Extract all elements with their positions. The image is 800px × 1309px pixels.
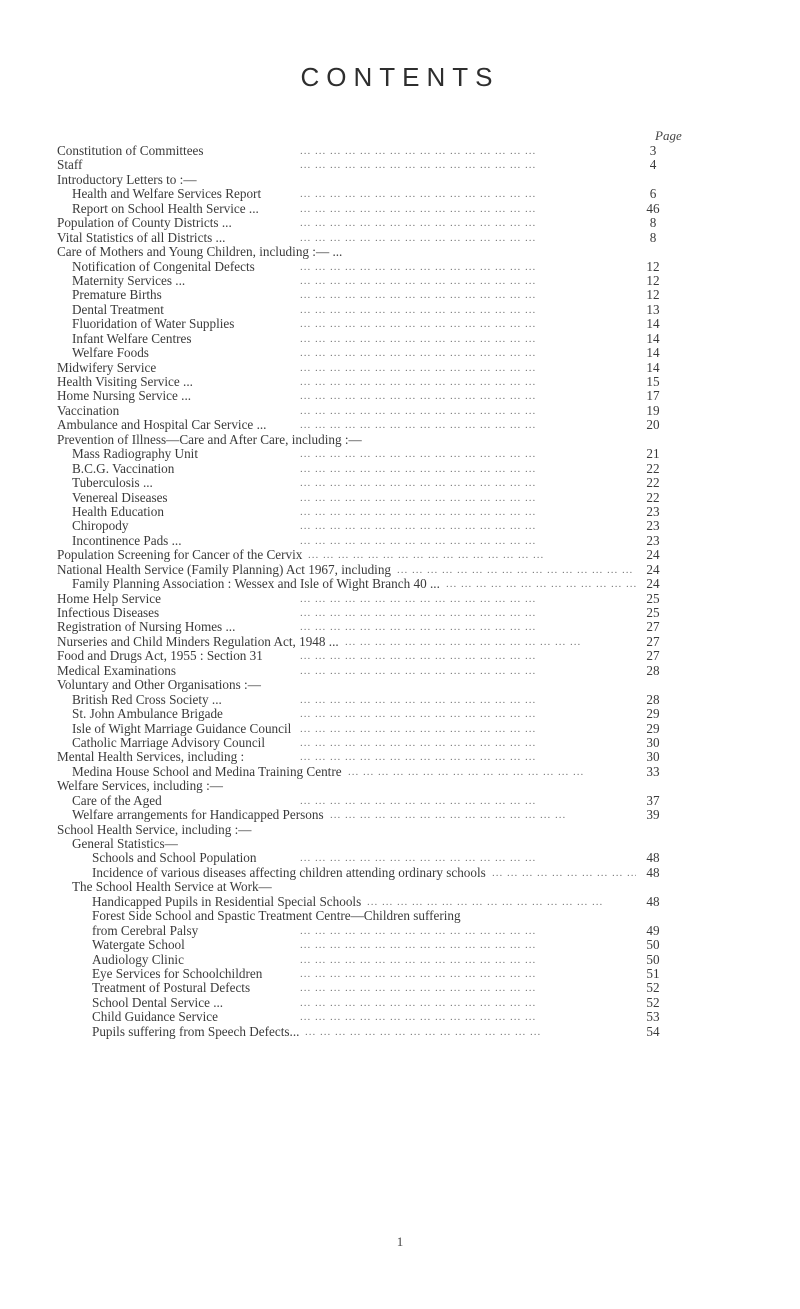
entry-page-number: 23 <box>646 518 660 534</box>
entry-page-number: 4 <box>649 157 657 173</box>
entry-page-number: 27 <box>646 633 660 649</box>
dot-leader <box>300 361 636 375</box>
dot-leader <box>300 707 636 721</box>
entry-label: Audiology Clinic <box>92 951 184 967</box>
entry-label: Tuberculosis ... <box>72 475 153 491</box>
contents-entry <box>0 389 800 403</box>
contents-entry <box>0 534 800 548</box>
dot-leader <box>300 216 636 230</box>
entry-label: Voluntary and Other Organisations :— <box>57 677 261 693</box>
dot-leader <box>300 144 636 158</box>
entry-label: Welfare arrangements for Handicapped Persons <box>72 807 324 823</box>
dot-leader <box>300 606 636 620</box>
entry-label: Child Guidance Service <box>92 1009 218 1025</box>
dot-leader <box>300 332 636 346</box>
dot-leader <box>300 491 636 505</box>
contents-entry <box>0 346 800 360</box>
contents-list <box>0 144 800 1039</box>
entry-label: Isle of Wight Marriage Guidance Council <box>72 720 292 736</box>
contents-entry <box>0 202 800 216</box>
dot-leader <box>300 519 636 533</box>
entry-label: St. John Ambulance Brigade <box>72 706 223 722</box>
entry-page-number: 17 <box>646 388 660 404</box>
contents-entry <box>0 823 800 837</box>
entry-label: Treatment of Postural Defects <box>92 980 251 996</box>
entry-label: Catholic Marriage Advisory Council <box>72 734 266 750</box>
contents-entry <box>0 404 800 418</box>
entry-page-number: 25 <box>646 590 660 606</box>
entry-page-number: 33 <box>646 763 660 779</box>
contents-entry <box>0 722 800 736</box>
dot-leader <box>300 649 636 663</box>
entry-page-number: 20 <box>646 417 660 433</box>
entry-page-number: 14 <box>646 359 660 375</box>
entry-label: Dental Treatment <box>72 301 164 317</box>
dot-leader <box>300 967 636 981</box>
entry-label: Ambulance and Hospital Car Service ... <box>57 417 267 433</box>
entry-page-number: 54 <box>646 1023 660 1039</box>
dot-leader <box>300 476 636 490</box>
contents-entry <box>0 303 800 317</box>
dot-leader <box>397 563 636 577</box>
entry-page-number: 50 <box>646 937 660 953</box>
dot-leader <box>300 592 636 606</box>
dot-leader <box>308 548 636 562</box>
entry-page-number: 23 <box>646 532 660 548</box>
contents-entry <box>0 548 800 562</box>
contents-entry <box>0 851 800 865</box>
dot-leader <box>300 231 636 245</box>
dot-leader <box>300 953 636 967</box>
entry-page-number: 37 <box>646 792 660 808</box>
entry-label: from Cerebral Palsy <box>92 922 199 938</box>
entry-page-number: 48 <box>646 864 660 880</box>
dot-leader <box>300 404 636 418</box>
entry-label: Food and Drugs Act, 1955 : Section 31 <box>57 648 263 664</box>
contents-entry <box>0 750 800 764</box>
entry-page-number: 8 <box>649 215 657 231</box>
entry-label: Welfare Foods <box>72 345 149 361</box>
entry-page-number: 12 <box>646 287 660 303</box>
dot-leader <box>367 895 636 909</box>
entry-page-number: 46 <box>646 200 660 216</box>
entry-label: Staff <box>57 157 83 173</box>
entry-page-number: 14 <box>646 345 660 361</box>
entry-page-number: 24 <box>646 576 660 592</box>
entry-page-number: 50 <box>646 951 660 967</box>
dot-leader <box>300 664 636 678</box>
dot-leader <box>300 375 636 389</box>
contents-entry <box>0 779 800 793</box>
dot-leader <box>300 981 636 995</box>
entry-page-number: 12 <box>646 272 660 288</box>
entry-page-number: 24 <box>646 547 660 563</box>
contents-entry <box>0 491 800 505</box>
contents-entry <box>0 909 800 923</box>
entry-page-number: 6 <box>649 186 657 202</box>
dot-leader <box>300 924 636 938</box>
entry-label: Medina House School and Medina Training Centre <box>72 763 342 779</box>
contents-entry <box>0 678 800 692</box>
entry-page-number: 30 <box>646 734 660 750</box>
entry-page-number: 14 <box>646 316 660 332</box>
contents-entry <box>0 837 800 851</box>
contents-entry <box>0 462 800 476</box>
footer-page-number: 1 <box>396 1234 404 1249</box>
dot-leader <box>305 1025 636 1039</box>
entry-label: School Health Service, including :— <box>57 821 252 837</box>
contents-entry <box>0 895 800 909</box>
entry-page-number: 29 <box>646 720 660 736</box>
contents-entry <box>0 274 800 288</box>
contents-entry <box>0 996 800 1010</box>
dot-leader <box>300 187 636 201</box>
entry-label: Introductory Letters to :— <box>57 171 197 187</box>
contents-entry <box>0 967 800 981</box>
dot-leader <box>492 866 636 880</box>
contents-entry <box>0 476 800 490</box>
contents-entry <box>0 317 800 331</box>
dot-leader <box>300 851 636 865</box>
entry-page-number: 24 <box>646 561 660 577</box>
entry-page-number: 28 <box>646 691 660 707</box>
entry-page-number: 8 <box>649 229 657 245</box>
contents-entry <box>0 245 800 259</box>
contents-entry <box>0 173 800 187</box>
entry-label: Chiropody <box>72 518 129 534</box>
dot-leader <box>300 938 636 952</box>
entry-label: Care of the Aged <box>72 792 162 808</box>
entry-label: Premature Births <box>72 287 162 303</box>
entry-page-number: 27 <box>646 619 660 635</box>
contents-entry <box>0 707 800 721</box>
dot-leader <box>300 274 636 288</box>
entry-label: Welfare Services, including :— <box>57 778 223 794</box>
contents-entry <box>0 693 800 707</box>
contents-entry <box>0 577 800 591</box>
entry-page-number: 15 <box>646 374 660 389</box>
dot-leader <box>300 505 636 519</box>
entry-page-number: 3 <box>649 143 657 158</box>
entry-label: Midwifery Service <box>57 359 157 375</box>
entry-page-number: 25 <box>646 605 660 620</box>
dot-leader <box>348 765 636 779</box>
entry-label: Pupils suffering from Speech Defects... <box>92 1023 300 1039</box>
entry-page-number: 19 <box>646 402 660 418</box>
entry-label: Handicapped Pupils in Residential Special Schools <box>92 893 362 909</box>
entry-page-number: 52 <box>646 980 660 996</box>
entry-label: Maternity Services ... <box>72 272 186 288</box>
dot-leader <box>300 202 636 216</box>
entry-page-number: 39 <box>646 807 660 823</box>
dot-leader <box>300 1010 636 1024</box>
entry-page-number: 29 <box>646 706 660 722</box>
contents-entry <box>0 447 800 461</box>
dot-leader <box>300 750 636 764</box>
dot-leader <box>300 620 636 634</box>
dot-leader <box>300 303 636 317</box>
contents-entry <box>0 519 800 533</box>
dot-leader <box>330 808 636 822</box>
contents-entry <box>0 433 800 447</box>
contents-entry <box>0 794 800 808</box>
entry-label: Forest Side School and Spastic Treatment Centre—Children suffering <box>92 908 461 924</box>
entry-page-number: 49 <box>646 922 660 938</box>
entry-label: Notification of Congenital Defects <box>72 258 255 274</box>
entry-page-number: 53 <box>646 1009 660 1025</box>
dot-leader <box>300 462 636 476</box>
contents-entry <box>0 649 800 663</box>
entry-label: General Statistics— <box>72 836 178 851</box>
contents-entry <box>0 938 800 952</box>
entry-label: Venereal Diseases <box>72 489 168 505</box>
entry-page-number: 12 <box>646 258 660 274</box>
entry-label: Incidence of various diseases affecting children attending ordinary schools <box>92 864 486 880</box>
entry-label: Medical Examinations <box>57 662 177 678</box>
entry-label: Prevention of Illness—Care and After Care, including :— <box>57 431 362 447</box>
entry-page-number: 14 <box>646 330 660 346</box>
contents-entry <box>0 144 800 158</box>
contents-entry <box>0 880 800 894</box>
contents-entry <box>0 158 800 172</box>
entry-label: Infectious Diseases <box>57 605 160 620</box>
entry-label: Population of County Districts ... <box>57 215 232 231</box>
entry-label: Schools and School Population <box>92 850 257 866</box>
entry-label: Mental Health Services, including : <box>57 749 245 765</box>
entry-page-number: 52 <box>646 994 660 1010</box>
entry-label: Report on School Health Service ... <box>72 200 259 216</box>
dot-leader <box>300 317 636 331</box>
contents-entry <box>0 1025 800 1039</box>
dot-leader <box>446 577 636 591</box>
contents-entry <box>0 765 800 779</box>
entry-label: Constitution of Committees <box>57 143 204 158</box>
entry-page-number: 28 <box>646 662 660 678</box>
entry-label: Fluoridation of Water Supplies <box>72 316 235 332</box>
entry-page-number: 27 <box>646 648 660 664</box>
contents-entry <box>0 231 800 245</box>
page-column-heading: Page <box>655 128 682 143</box>
contents-entry <box>0 981 800 995</box>
entry-page-number: 23 <box>646 503 660 519</box>
entry-label: Population Screening for Cancer of the Cervix <box>57 547 303 563</box>
entry-label: B.C.G. Vaccination <box>72 460 175 476</box>
entry-page-number: 22 <box>646 460 660 476</box>
contents-entry <box>0 592 800 606</box>
contents-entry <box>0 505 800 519</box>
entry-label: School Dental Service ... <box>92 994 224 1010</box>
entry-label: Eye Services for Schoolchildren <box>92 965 263 981</box>
entry-page-number: 48 <box>646 893 660 909</box>
entry-page-number: 21 <box>646 446 660 462</box>
entry-label: Registration of Nursing Homes ... <box>57 619 236 635</box>
entry-label: Health and Welfare Services Report <box>72 186 262 202</box>
dot-leader <box>300 389 636 403</box>
dot-leader <box>345 635 636 649</box>
contents-entry <box>0 260 800 274</box>
contents-entry <box>0 563 800 577</box>
contents-entry <box>0 953 800 967</box>
entry-label: The School Health Service at Work— <box>72 879 272 895</box>
dot-leader <box>300 534 636 548</box>
entry-label: Family Planning Association : Wessex and Isle of Wight Branch 40 ... <box>72 576 440 592</box>
entry-page-number: 22 <box>646 475 660 491</box>
entry-page-number: 48 <box>646 850 660 866</box>
entry-label: Vital Statistics of all Districts ... <box>57 229 226 245</box>
contents-entry <box>0 808 800 822</box>
dot-leader <box>300 996 636 1010</box>
entry-page-number: 13 <box>646 301 660 317</box>
contents-entry <box>0 288 800 302</box>
entry-label: National Health Service (Family Planning) Act 1967, including <box>57 561 392 577</box>
entry-label: Nurseries and Child Minders Regulation Act, 1948 ... <box>57 633 339 649</box>
contents-entry <box>0 216 800 230</box>
entry-label: Health Visiting Service ... <box>57 374 193 389</box>
dot-leader <box>300 346 636 360</box>
entry-label: Infant Welfare Centres <box>72 330 192 346</box>
entry-label: Incontinence Pads ... <box>72 532 182 548</box>
contents-entry <box>0 606 800 620</box>
contents-entry <box>0 1010 800 1024</box>
dot-leader <box>300 158 636 172</box>
dot-leader <box>300 693 636 707</box>
page-title: CONTENTS <box>300 62 500 92</box>
contents-entry <box>0 664 800 678</box>
contents-entry <box>0 187 800 201</box>
entry-page-number: 51 <box>646 965 660 981</box>
dot-leader <box>300 736 636 750</box>
entry-label: Health Education <box>72 503 164 519</box>
entry-label: Mass Radiography Unit <box>72 446 199 462</box>
contents-entry <box>0 620 800 634</box>
contents-entry <box>0 736 800 750</box>
entry-page-number: 30 <box>646 749 660 765</box>
dot-leader <box>300 288 636 302</box>
contents-entry <box>0 332 800 346</box>
entry-label: Watergate School <box>92 937 185 953</box>
contents-entry <box>0 635 800 649</box>
contents-entry <box>0 361 800 375</box>
entry-label: British Red Cross Society ... <box>72 691 222 707</box>
entry-page-number: 22 <box>646 489 660 505</box>
entry-label: Vaccination <box>57 402 120 418</box>
dot-leader <box>300 260 636 274</box>
entry-label: Care of Mothers and Young Children, including :— ... <box>57 244 343 260</box>
contents-entry <box>0 418 800 432</box>
dot-leader <box>300 447 636 461</box>
dot-leader <box>300 418 636 432</box>
entry-label: Home Help Service <box>57 590 161 606</box>
contents-entry <box>0 866 800 880</box>
dot-leader <box>300 722 636 736</box>
contents-entry <box>0 924 800 938</box>
entry-label: Home Nursing Service ... <box>57 388 192 404</box>
contents-entry <box>0 375 800 389</box>
dot-leader <box>300 794 636 808</box>
